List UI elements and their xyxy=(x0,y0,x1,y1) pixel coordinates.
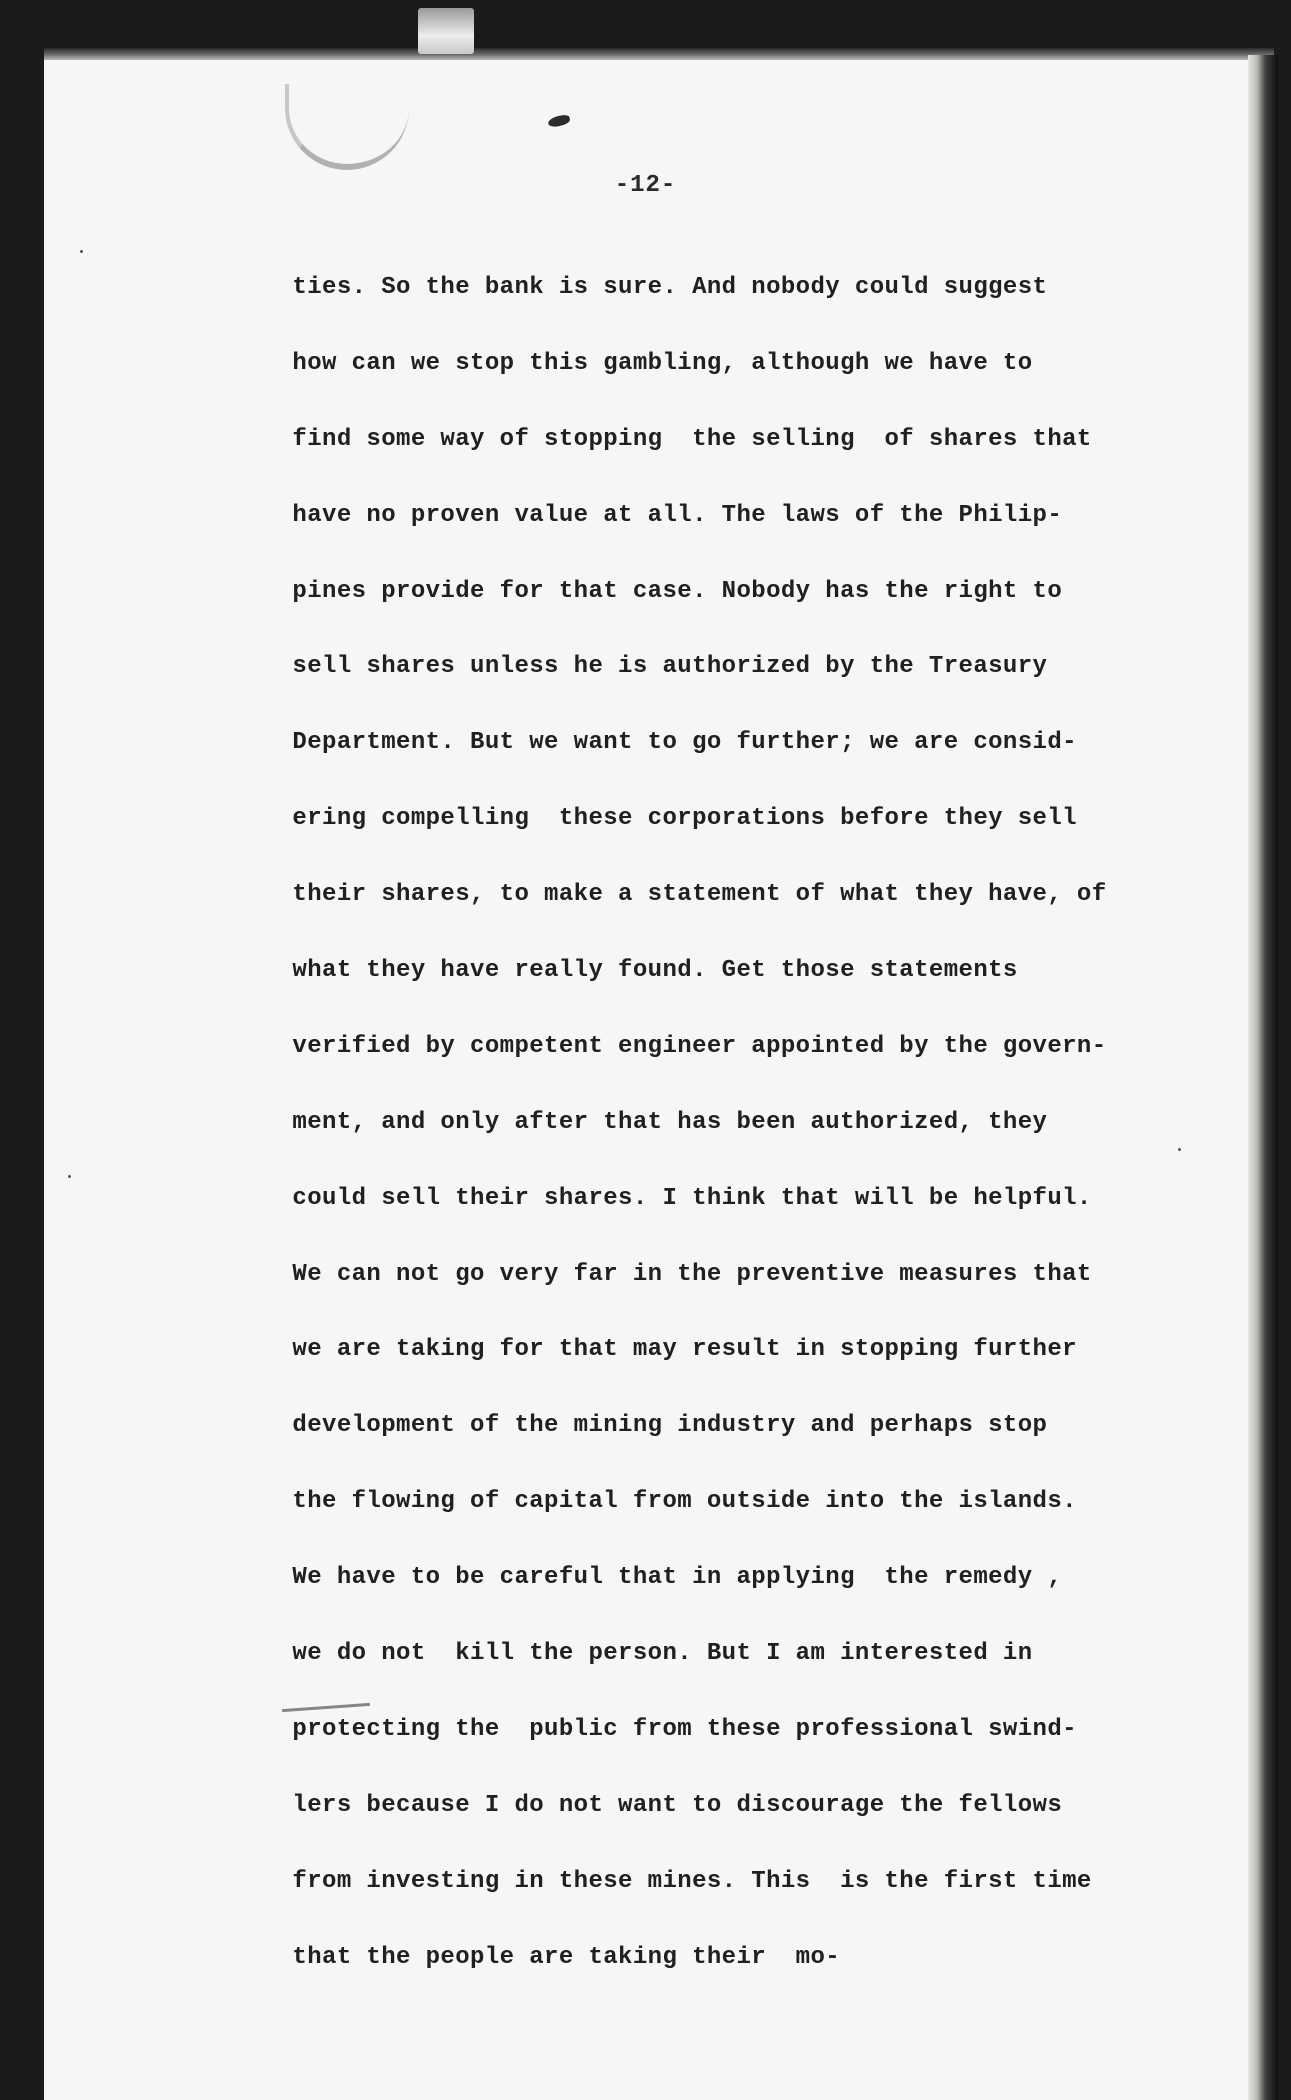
text-line: from investing in these mines. This is the first time xyxy=(248,1867,1092,1895)
text-line: sell shares unless he is authorized by the Treasury xyxy=(248,653,1048,681)
text-line: find some way of stopping the selling of shares that xyxy=(248,425,1092,453)
text-line: what they have really found. Get those statements xyxy=(248,957,1018,985)
text-line: We can not go very far in the preventive measures that xyxy=(248,1260,1092,1288)
text-line: have no proven value at all. The laws of the Philip- xyxy=(248,501,1063,529)
text-line: that the people are taking their mo- xyxy=(248,1943,841,1971)
text-line: verified by competent engineer appointed by the govern- xyxy=(248,1032,1107,1060)
paper-right-edge xyxy=(1248,55,1278,2100)
text-line: pines provide for that case. Nobody has the right to xyxy=(248,577,1063,605)
typed-text-body xyxy=(248,268,1128,2013)
text-line: their shares, to make a statement of what they have, of xyxy=(248,881,1107,909)
speck xyxy=(80,250,83,253)
text-line: protecting the public from these professional swind- xyxy=(248,1715,1077,1743)
text-line: development of the mining industry and perhaps stop xyxy=(248,1412,1048,1440)
paper-clip-icon xyxy=(418,8,474,54)
text-line: the flowing of capital from outside into the islands. xyxy=(248,1488,1077,1516)
page-number: -12- xyxy=(614,172,677,199)
text-line: we do not kill the person. But I am interested in xyxy=(248,1640,1033,1668)
speck xyxy=(1178,1148,1181,1151)
text-line: ties. So the bank is sure. And nobody could suggest xyxy=(248,274,1048,301)
text-line: lers because I do not want to discourage the fellows xyxy=(248,1791,1063,1819)
text-line: how can we stop this gambling, although we have to xyxy=(248,349,1033,377)
text-line: ment, and only after that has been authorized, they xyxy=(248,1108,1048,1136)
text-line: could sell their shares. I think that will be helpful. xyxy=(248,1184,1092,1212)
text-line: Department. But we want to go further; we are consid- xyxy=(248,729,1077,757)
text-line: ering compelling these corporations before they sell xyxy=(248,805,1077,833)
speck xyxy=(68,1175,71,1178)
text-line: we are taking for that may result in stopping further xyxy=(248,1336,1077,1364)
text-line: We have to be careful that in applying the remedy , xyxy=(248,1564,1063,1592)
